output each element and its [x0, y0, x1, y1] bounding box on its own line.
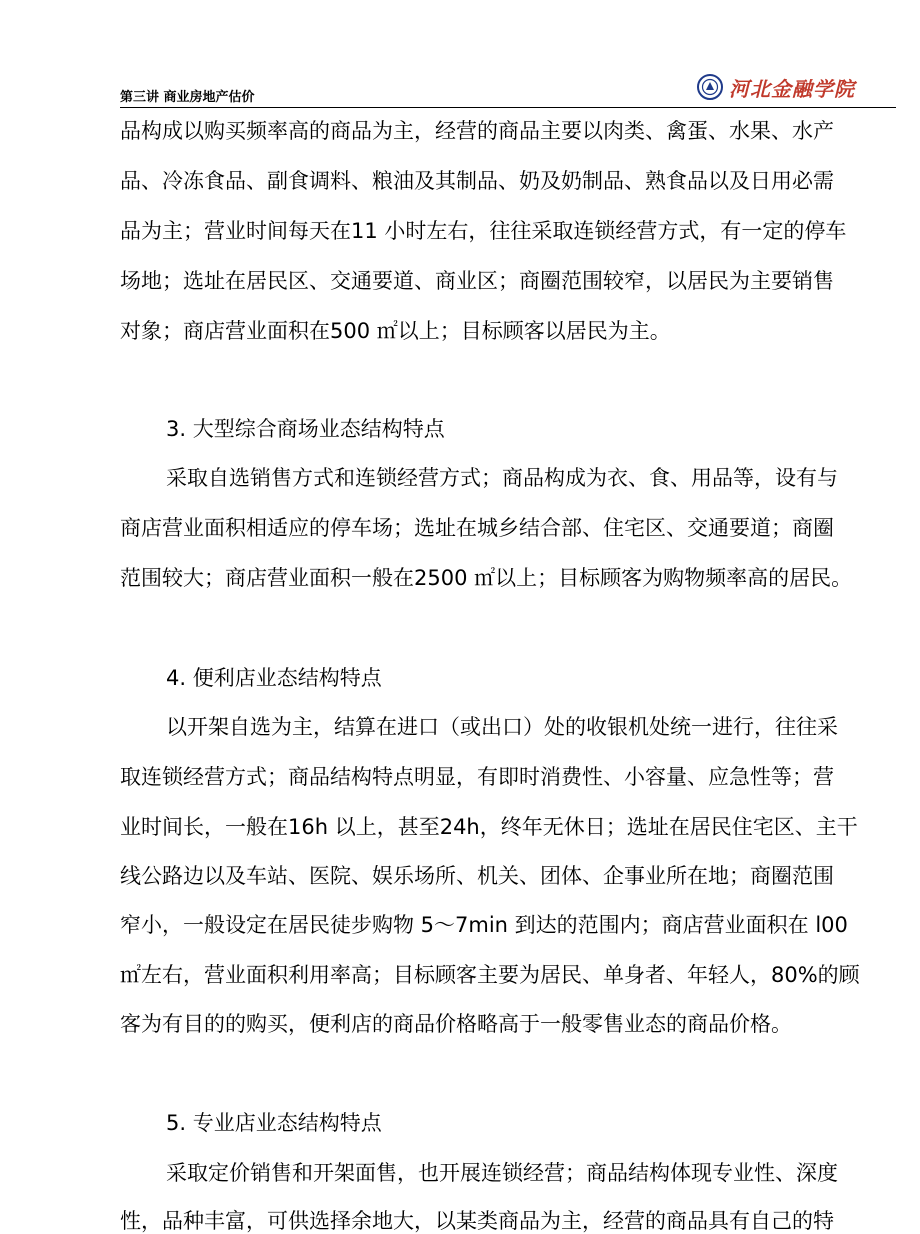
- paragraph-line: 采取定价销售和开架面售，也开展连锁经营；商品结构体现专业性、深度: [166, 1161, 838, 1185]
- paragraph-line: 场地；选址在居民区、交通要道、商业区；商圈范围较窄，以居民为主要销售: [120, 269, 834, 293]
- section-heading: 3. 大型综合商场业态结构特点: [166, 417, 445, 441]
- section-heading: 5. 专业店业态结构特点: [166, 1111, 382, 1135]
- paragraph-line: 对象；商店营业面积在500 ㎡以上；目标顾客以居民为主。: [120, 319, 671, 343]
- paragraph-line: 品构成以购买频率高的商品为主，经营的商品主要以肉类、禽蛋、水果、水产: [120, 119, 834, 143]
- paragraph-line: 商店营业面积相适应的停车场；选址在城乡结合部、住宅区、交通要道；商圈: [120, 516, 834, 540]
- section-heading: 4. 便利店业态结构特点: [166, 666, 382, 690]
- section-title: 第三讲 商业房地产估价: [120, 90, 255, 105]
- institution-name: 河北金融学院: [729, 76, 855, 101]
- paragraph-line: 线公路边以及车站、医院、娱乐场所、机关、团体、企事业所在地；商圈范围: [120, 864, 834, 888]
- paragraph-line: 客为有目的的购买，便利店的商品价格略高于一般零售业态的商品价格。: [120, 1012, 792, 1036]
- paragraph-line: 窄小，一般设定在居民徒步购物 5～7min 到达的范围内；商店营业面积在 l00: [120, 913, 848, 937]
- paragraph-line: 以开架自选为主，结算在进口（或出口）处的收银机处统一进行，往往采: [166, 715, 838, 739]
- paragraph-line: 品、冷冻食品、副食调料、粮油及其制品、奶及奶制品、熟食品以及日用必需: [120, 169, 834, 193]
- paragraph-line: 范围较大；商店营业面积一般在2500 ㎡以上；目标顾客为购物频率高的居民。: [120, 566, 853, 590]
- paragraph-line: 取连锁经营方式；商品结构特点明显，有即时消费性、小容量、应急性等；营: [120, 765, 834, 789]
- paragraph-line: 性，品种丰富，可供选择余地大，以某类商品为主，经营的商品具有自己的特: [120, 1209, 834, 1233]
- header-divider: [120, 107, 896, 108]
- paragraph-line: 品为主；营业时间每天在11 小时左右，往往采取连锁经营方式，有一定的停车: [120, 219, 847, 243]
- paragraph-line: 业时间长，一般在16h 以上，甚至24h，终年无休日；选址在居民住宅区、主干: [120, 815, 858, 839]
- institution-seal-icon: [697, 74, 723, 100]
- paragraph-line: 采取自选销售方式和连锁经营方式；商品构成为衣、食、用品等，设有与: [166, 466, 838, 490]
- paragraph-line: ㎡左右，营业面积利用率高；目标顾客主要为居民、单身者、年轻人，80%的顾: [120, 963, 860, 987]
- institution-logo: [697, 72, 855, 102]
